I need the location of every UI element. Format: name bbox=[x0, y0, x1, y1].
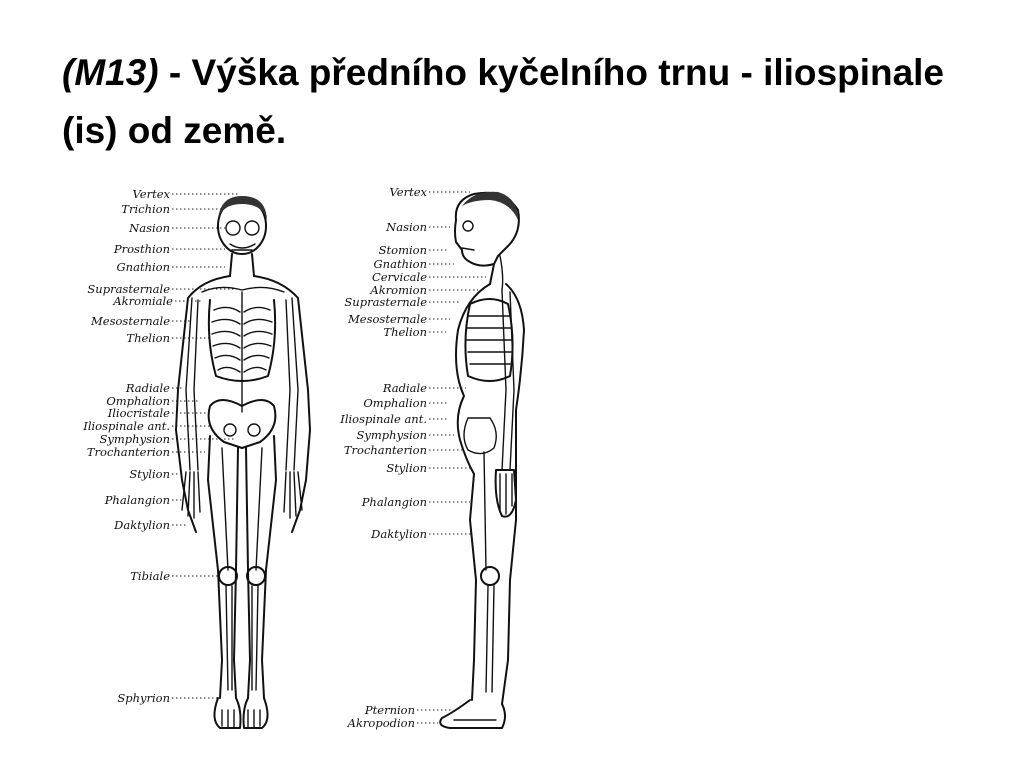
side-label-daktylion: Daktylion bbox=[371, 527, 427, 541]
title-text: - Výška předního kyčelního trnu - iliospinale (is) od země. bbox=[62, 52, 945, 151]
front-label-omphalion: Omphalion bbox=[106, 394, 170, 408]
side-labels bbox=[339, 185, 427, 730]
front-label-mesosternale: Mesosternale bbox=[91, 314, 170, 328]
side-label-mesosternale: Mesosternale bbox=[348, 312, 427, 326]
front-label-tibiale: Tibiale bbox=[130, 569, 170, 583]
side-label-thelion: Thelion bbox=[383, 325, 427, 339]
side-label-nasion: Nasion bbox=[386, 220, 427, 234]
front-label-symphysion: Symphysion bbox=[99, 432, 170, 446]
side-label-stylion: Stylion bbox=[386, 461, 427, 475]
front-label-trichion: Trichion bbox=[121, 202, 170, 216]
side-label-suprasternale: Suprasternale bbox=[344, 295, 427, 309]
side-leader-lines bbox=[417, 192, 486, 723]
skeleton-diagram bbox=[70, 180, 540, 740]
front-label-prosthion: Prosthion bbox=[113, 242, 170, 256]
side-label-akromion: Akromion bbox=[370, 283, 427, 297]
front-labels bbox=[82, 187, 173, 705]
front-label-daktylion: Daktylion bbox=[114, 518, 170, 532]
side-label-cervicale: Cervicale bbox=[371, 270, 427, 284]
front-label-gnathion: Gnathion bbox=[116, 260, 170, 274]
front-label-suprasternale: Suprasternale bbox=[87, 282, 170, 296]
front-label-iliospinale-ant: Iliospinale ant. bbox=[83, 419, 170, 433]
side-label-stomion: Stomion bbox=[378, 243, 427, 257]
side-label-gnathion: Gnathion bbox=[373, 257, 427, 271]
side-label-omphalion: Omphalion bbox=[363, 396, 427, 410]
front-label-nasion: Nasion bbox=[129, 221, 170, 235]
side-label-akropodion: Akropodion bbox=[347, 716, 415, 730]
front-label-trochanterion: Trochanterion bbox=[86, 445, 170, 459]
side-label-symphysion: Symphysion bbox=[356, 428, 427, 442]
front-label-thelion: Thelion bbox=[126, 331, 170, 345]
front-label-iliocristale: Iliocristale bbox=[107, 406, 170, 420]
front-skeleton bbox=[176, 196, 310, 728]
slide-title bbox=[62, 44, 962, 160]
side-skeleton bbox=[440, 192, 524, 728]
front-label-vertex: Vertex bbox=[132, 187, 170, 201]
front-label-radiale: Radiale bbox=[125, 381, 170, 395]
measure-code: (M13) bbox=[62, 52, 159, 93]
side-label-trochanterion: Trochanterion bbox=[343, 443, 427, 457]
front-label-stylion: Stylion bbox=[129, 467, 170, 481]
anthropometric-figure bbox=[70, 180, 540, 740]
front-label-phalangion: Phalangion bbox=[104, 493, 170, 507]
front-label-sphyrion: Sphyrion bbox=[117, 691, 170, 705]
front-leader-lines bbox=[172, 194, 238, 698]
side-label-phalangion: Phalangion bbox=[361, 495, 427, 509]
side-label-pternion: Pternion bbox=[364, 703, 415, 717]
side-label-vertex: Vertex bbox=[389, 185, 427, 199]
front-label-akromiale: Akromiale bbox=[113, 294, 173, 308]
side-label-iliospinale-ant: Iliospinale ant. bbox=[340, 412, 427, 426]
side-label-radiale: Radiale bbox=[382, 381, 427, 395]
